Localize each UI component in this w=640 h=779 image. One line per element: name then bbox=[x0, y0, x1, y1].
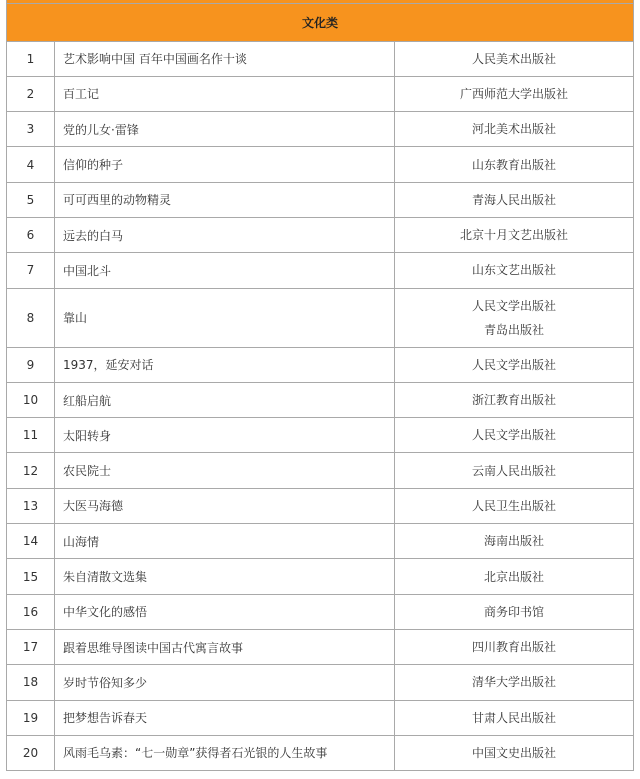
book-title: 信仰的种子 bbox=[55, 147, 395, 182]
row-number: 8 bbox=[7, 288, 55, 347]
publisher-name: 人民美术出版社 bbox=[471, 51, 556, 66]
publisher-name: 北京十月文艺出版社 bbox=[459, 228, 568, 243]
book-title: 1937，延安对话 bbox=[55, 347, 395, 382]
publisher-cell bbox=[395, 700, 634, 735]
table-row bbox=[7, 629, 634, 664]
table-row bbox=[7, 735, 634, 770]
publisher-cell bbox=[395, 76, 634, 111]
publisher-name: 人民文学出版社 bbox=[471, 357, 556, 372]
table-row bbox=[7, 112, 634, 147]
row-number: 18 bbox=[7, 665, 55, 700]
row-number: 11 bbox=[7, 418, 55, 453]
publisher-name: 人民文学出版社 bbox=[471, 298, 556, 313]
table-row bbox=[7, 382, 634, 417]
table-row bbox=[7, 76, 634, 111]
publisher-name: 北京出版社 bbox=[483, 569, 544, 584]
publisher-name: 人民卫生出版社 bbox=[471, 498, 556, 513]
publisher-cell bbox=[395, 735, 634, 770]
publisher-cell bbox=[395, 288, 634, 347]
book-list-table bbox=[6, 0, 634, 771]
table-row bbox=[7, 418, 634, 453]
publisher-cell bbox=[395, 347, 634, 382]
publisher-name: 广西师范大学出版社 bbox=[459, 86, 568, 101]
book-title: 中国北斗 bbox=[55, 253, 395, 288]
publisher-name: 海南出版社 bbox=[483, 534, 544, 549]
row-number: 14 bbox=[7, 524, 55, 559]
book-title: 党的儿女·雷锋 bbox=[55, 112, 395, 147]
table-row bbox=[7, 41, 634, 76]
row-number: 19 bbox=[7, 700, 55, 735]
row-number: 4 bbox=[7, 147, 55, 182]
publisher-name: 清华大学出版社 bbox=[471, 675, 556, 690]
book-title: 农民院士 bbox=[55, 453, 395, 488]
book-title: 远去的白马 bbox=[55, 217, 395, 252]
row-number: 15 bbox=[7, 559, 55, 594]
publisher-name: 山东教育出版社 bbox=[471, 157, 556, 172]
book-title: 红船启航 bbox=[55, 382, 395, 417]
row-number: 20 bbox=[7, 735, 55, 770]
publisher-name: 山东文艺出版社 bbox=[471, 263, 556, 278]
table-row bbox=[7, 524, 634, 559]
row-number: 16 bbox=[7, 594, 55, 629]
publisher-name: 甘肃人民出版社 bbox=[471, 710, 556, 725]
publisher-cell bbox=[395, 665, 634, 700]
publisher-name: 青海人民出版社 bbox=[471, 192, 556, 207]
table-row bbox=[7, 559, 634, 594]
book-title: 百工记 bbox=[55, 76, 395, 111]
row-number: 6 bbox=[7, 217, 55, 252]
publisher-name: 四川教育出版社 bbox=[471, 640, 556, 655]
book-title: 中华文化的感悟 bbox=[55, 594, 395, 629]
publisher-name: 商务印书馆 bbox=[483, 604, 544, 619]
row-number: 2 bbox=[7, 76, 55, 111]
publisher-cell bbox=[395, 453, 634, 488]
publisher-name: 人民文学出版社 bbox=[471, 428, 556, 443]
publisher-cell bbox=[395, 382, 634, 417]
row-number: 13 bbox=[7, 488, 55, 523]
publisher-cell bbox=[395, 41, 634, 76]
table-row bbox=[7, 347, 634, 382]
row-number: 9 bbox=[7, 347, 55, 382]
publisher-cell bbox=[395, 217, 634, 252]
publisher-cell bbox=[395, 594, 634, 629]
table-row bbox=[7, 488, 634, 523]
publisher-name: 中国文史出版社 bbox=[471, 745, 556, 760]
publisher-name: 浙江教育出版社 bbox=[471, 393, 556, 408]
book-title: 靠山 bbox=[55, 288, 395, 347]
table-row bbox=[7, 253, 634, 288]
publisher-cell bbox=[395, 112, 634, 147]
table-row bbox=[7, 594, 634, 629]
publisher-cell bbox=[395, 524, 634, 559]
table-row bbox=[7, 288, 634, 347]
publisher-cell bbox=[395, 488, 634, 523]
publisher-cell bbox=[395, 418, 634, 453]
book-title: 跟着思维导图读中国古代寓言故事 bbox=[55, 629, 395, 664]
row-number: 10 bbox=[7, 382, 55, 417]
publisher-cell bbox=[395, 182, 634, 217]
table-row bbox=[7, 147, 634, 182]
book-title: 山海情 bbox=[55, 524, 395, 559]
table-row bbox=[7, 700, 634, 735]
section-header-row bbox=[7, 3, 634, 41]
book-title: 朱自清散文选集 bbox=[55, 559, 395, 594]
table-row bbox=[7, 665, 634, 700]
section-title: 文化类 bbox=[7, 3, 634, 41]
publisher-cell bbox=[395, 559, 634, 594]
row-number: 5 bbox=[7, 182, 55, 217]
row-number: 1 bbox=[7, 41, 55, 76]
publisher-name: 云南人民出版社 bbox=[471, 463, 556, 478]
publisher-cell bbox=[395, 629, 634, 664]
book-title: 可可西里的动物精灵 bbox=[55, 182, 395, 217]
table-row bbox=[7, 217, 634, 252]
row-number: 3 bbox=[7, 112, 55, 147]
publisher-name: 河北美术出版社 bbox=[471, 122, 556, 137]
row-number: 7 bbox=[7, 253, 55, 288]
book-title: 太阳转身 bbox=[55, 418, 395, 453]
row-number: 17 bbox=[7, 629, 55, 664]
publisher-cell bbox=[395, 147, 634, 182]
row-number: 12 bbox=[7, 453, 55, 488]
book-title: 艺术影响中国 百年中国画名作十谈 bbox=[55, 41, 395, 76]
publisher-name: 青岛出版社 bbox=[483, 322, 544, 337]
book-title: 把梦想告诉春天 bbox=[55, 700, 395, 735]
table-row bbox=[7, 182, 634, 217]
book-title: 大医马海德 bbox=[55, 488, 395, 523]
book-title: 风雨毛乌素：“七一勋章”获得者石光银的人生故事 bbox=[55, 735, 395, 770]
publisher-cell bbox=[395, 253, 634, 288]
book-title: 岁时节俗知多少 bbox=[55, 665, 395, 700]
table-row bbox=[7, 453, 634, 488]
